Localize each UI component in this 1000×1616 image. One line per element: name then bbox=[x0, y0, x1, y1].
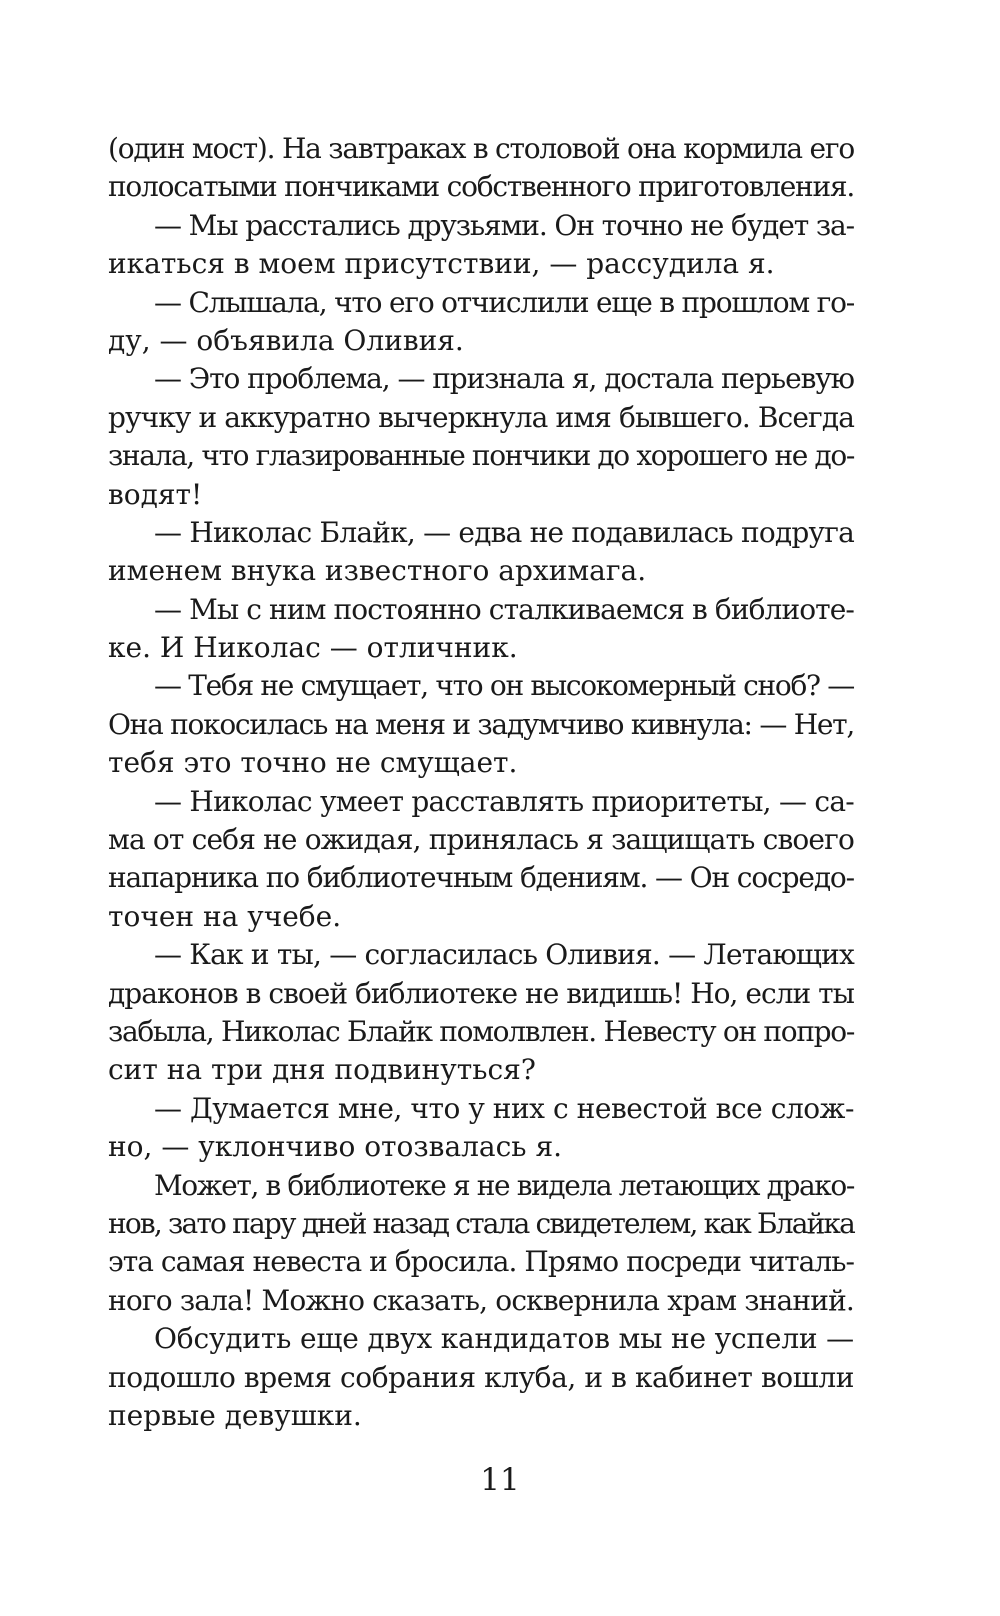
text-line: знала, что глазированные пончики до хорошего не до- bbox=[108, 439, 854, 473]
text-line: именем внука известного архимага. bbox=[108, 554, 647, 588]
text-line: (один мост). На завтраках в столовой она кормила его bbox=[108, 132, 854, 165]
text-line: — Слышала, что его отчислили еще в прошлом го- bbox=[154, 285, 854, 319]
text-line: напарника по библиотечным бдениям. — Он сосредо- bbox=[108, 861, 854, 895]
text-line: — Тебя не смущает, что он высокомерный сноб? — bbox=[154, 669, 854, 703]
text-line: полосатыми пончиками собственного приготовления. bbox=[108, 170, 854, 204]
text-line: — Мы с ним постоянно сталкиваемся в библиоте- bbox=[154, 592, 854, 626]
text-line: ручку и аккуратно вычеркнула имя бывшего. Всегда bbox=[108, 400, 854, 434]
text-line: ма от себя не ожидая, принялась я защищать своего bbox=[108, 823, 854, 857]
text-line: водят! bbox=[108, 477, 203, 511]
text-line: тебя это точно не смущает. bbox=[108, 746, 518, 780]
text-line: сит на три дня подвинуться? bbox=[108, 1053, 536, 1087]
text-line: — Как и ты, — согласилась Оливия. — Летающих bbox=[154, 938, 855, 972]
text-line: точен на учебе. bbox=[108, 899, 342, 933]
text-line: подошло время собрания клуба, и в кабинет вошли bbox=[108, 1360, 854, 1394]
page-number: 11 bbox=[480, 1462, 520, 1498]
text-line: — Николас умеет расставлять приоритеты, — са- bbox=[154, 784, 854, 818]
body-text bbox=[108, 130, 854, 1435]
text-line: Может, в библиотеке я не видела летающих драко- bbox=[154, 1168, 854, 1202]
text-line: забыла, Николас Блайк помолвлен. Невесту он попро- bbox=[108, 1014, 854, 1048]
text-line: икаться в моем присутствии, — рассудила я. bbox=[108, 247, 775, 281]
text-line: — Это проблема, — признала я, достала перьевую bbox=[154, 362, 854, 396]
text-line: но, — уклончиво отозвалась я. bbox=[108, 1130, 563, 1164]
text-line: ке. И Николас — отличник. bbox=[108, 631, 518, 665]
text-line: — Мы расстались друзьями. Он точно не будет за- bbox=[154, 208, 854, 242]
text-line: первые девушки. bbox=[108, 1398, 362, 1432]
text-line: ного зала! Можно сказать, осквернила храм знаний. bbox=[108, 1283, 854, 1317]
text-line: драконов в своей библиотеке не видишь! Но, если ты bbox=[108, 976, 854, 1010]
text-line: ду, — объявила Оливия. bbox=[108, 323, 464, 357]
text-line: эта самая невеста и бросила. Прямо посреди читаль- bbox=[108, 1245, 854, 1279]
text-line: — Думается мне, что у них с невестой все слож- bbox=[154, 1091, 854, 1125]
text-line: нов, зато пару дней назад стала свидетелем, как Блайка bbox=[108, 1206, 854, 1240]
text-line: Она покосилась на меня и задумчиво кивнула: — Нет, bbox=[108, 707, 854, 741]
text-line: Обсудить еще двух кандидатов мы не успели — bbox=[154, 1322, 854, 1356]
text-line: — Николас Блайк, — едва не подавилась подруга bbox=[154, 515, 855, 549]
